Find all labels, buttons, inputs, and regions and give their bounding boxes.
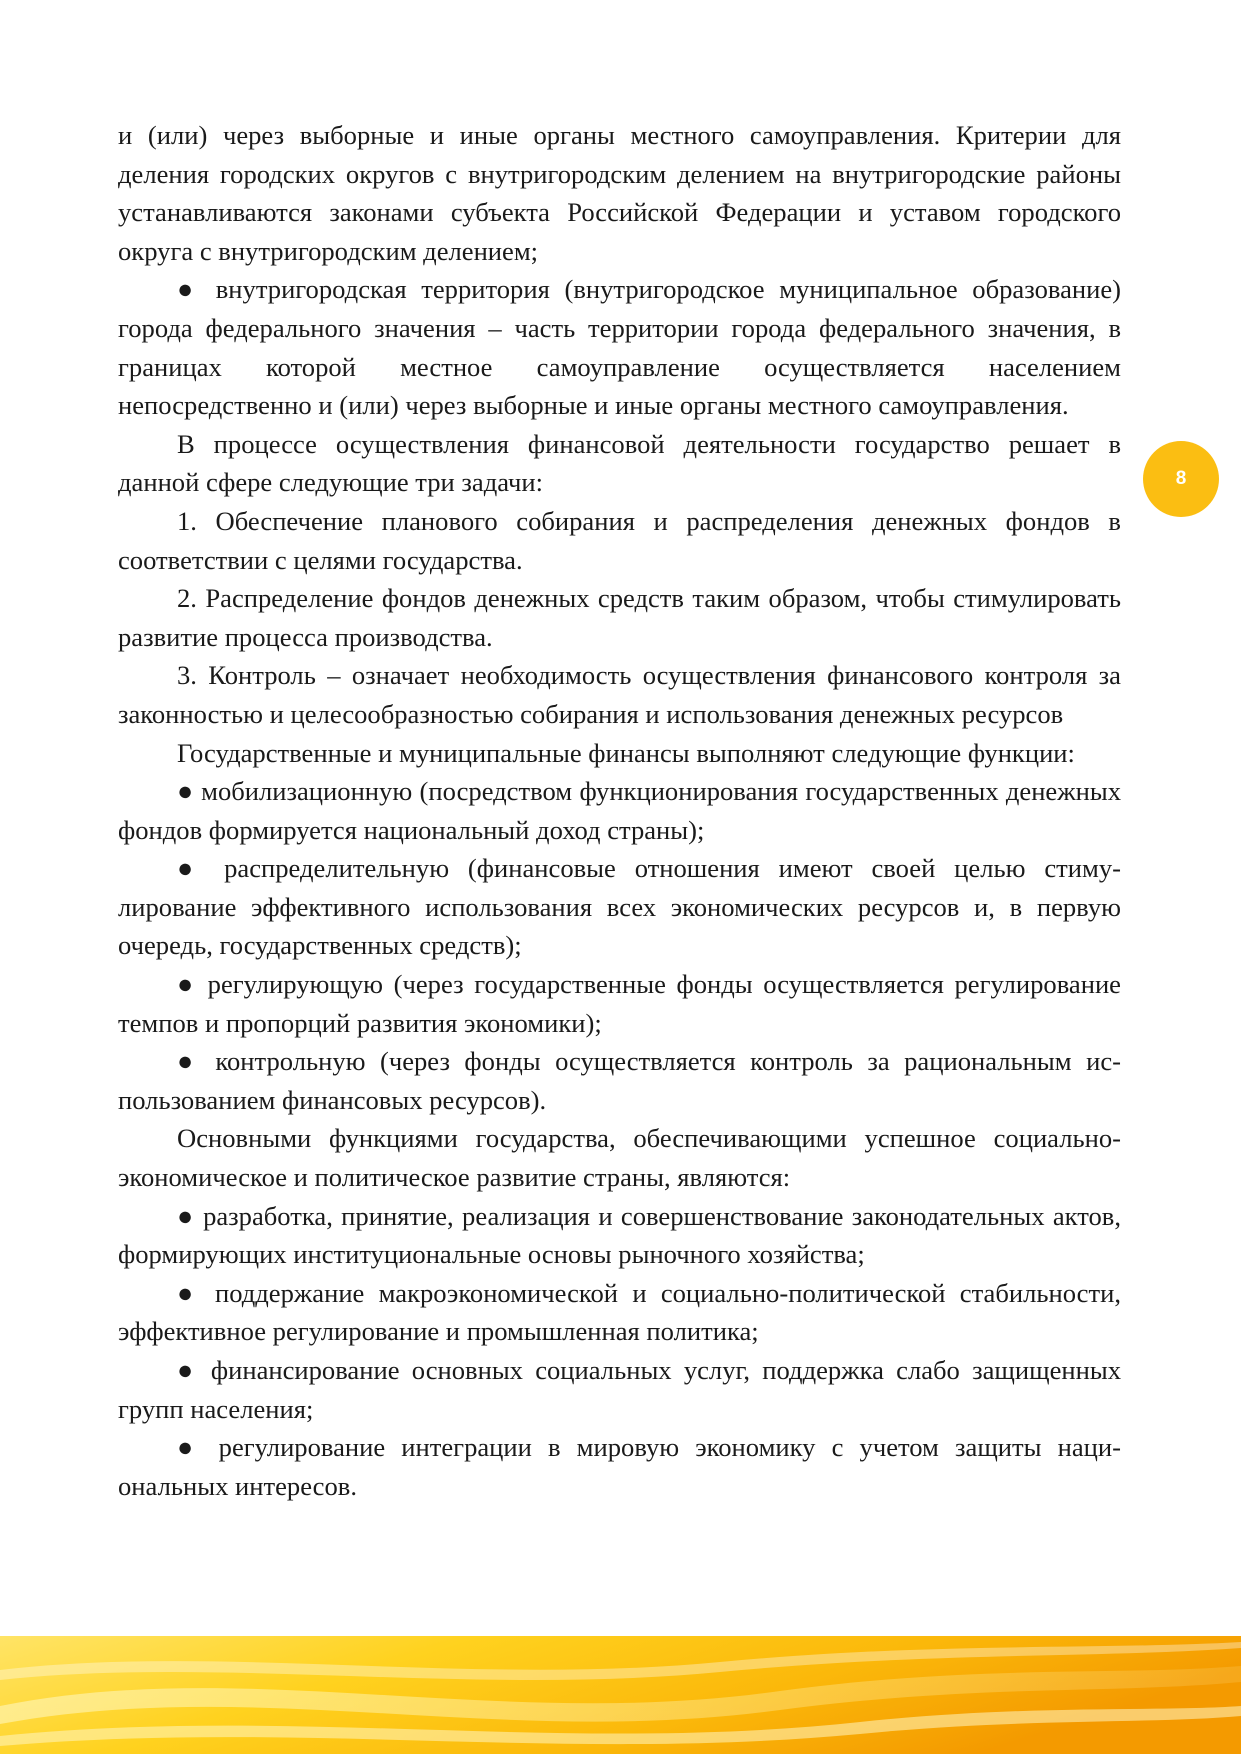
paragraph-15: ● финансирование основных социальных услуг, поддержка слабо защищенных групп населения; xyxy=(118,1355,1121,1424)
paragraph-12: Основными функциями государства, обеспечивающими успешное социально-экономическое и политическое развитие страны, являются: xyxy=(118,1123,1121,1193)
paragraph-2: ● внутригородская территория (внутригородское муниципальное образование) города федерального значения – часть территории города федерального значения, в границах которой местное самоуправление осуществляется населением непосредственно и (или) через выборные и иные органы местного самоуправления. xyxy=(118,274,1121,421)
footer-decoration xyxy=(0,1636,1241,1754)
paragraph-16: ● регулирование интеграции в мировую экономику с учетом защиты национальных интересов. xyxy=(118,1432,1121,1501)
body-text xyxy=(118,116,1121,1505)
paragraph-11: ● контрольную (через фонды осуществляется контроль за рациональным использованием финансовых ресурсов). xyxy=(118,1046,1121,1115)
page-number-badge xyxy=(1143,441,1219,517)
paragraph-13: ● разработка, принятие, реализация и совершенствование законодательных актов, формирующих институциональные основы рыночного хозяйства; xyxy=(118,1200,1121,1270)
paragraph-5: 2. Распределение фондов денежных средств таким образом, чтобы стимулировать развитие процесса производства. xyxy=(118,583,1121,652)
paragraph-8: ● мобилизационную (посредством функционирования государственных денежных фондов формируется национальный доход страны); xyxy=(118,776,1121,845)
paragraph-1: и (или) через выборные и иные органы местного самоуправления. Критерии для деления городских округов с внутригородским делением на внутригородские районы устанавливаются законами субъекта Российской Федерации и уставом городского округа с внутригородским делением; xyxy=(118,120,1121,266)
paragraph-4: 1. Обеспечение планового собирания и распределения денежных фондов в соответствии с целями государства. xyxy=(118,505,1121,575)
paragraph-6: 3. Контроль – означает необходимость осуществления финансового контроля за законностью и целесообразностью собирания и использования денежных ресурсов xyxy=(118,660,1121,729)
paragraph-10: ● регулирующую (через государственные фонды осуществляется регулирование темпов и пропорций развития экономики); xyxy=(118,969,1121,1038)
paragraph-9: ● распределительную (финансовые отношения имеют своей целью стимулирование эффективного использования всех экономических ресурсов и, в первую очередь, государственных средств); xyxy=(118,853,1121,961)
paragraph-7: Государственные и муниципальные финансы выполняют следующие функции: xyxy=(177,737,1075,768)
paragraph-14: ● поддержание макроэкономической и социально-политической стабильности, эффективное регулирование и промышленная политика; xyxy=(118,1277,1121,1347)
paragraph-3: В процессе осуществления финансовой деятельности государство решает в данной сфере следующие три задачи: xyxy=(118,428,1121,498)
page-number: 8 xyxy=(1175,468,1187,489)
